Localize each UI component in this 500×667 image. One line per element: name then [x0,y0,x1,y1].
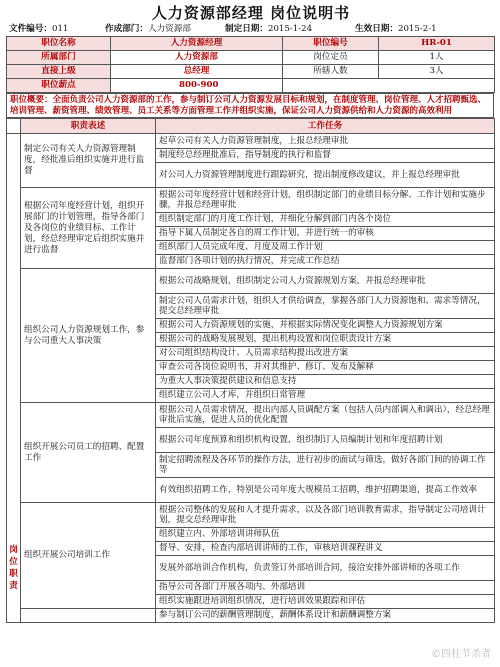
task-item: 对公司人力资源管理制度进行跟踪研究，提出制度修改建议，并上报总经理审批 [156,163,495,188]
made-date: 制定日期：2015-1-24 [225,23,313,34]
staff-label: 所辖人数 [283,65,379,79]
salary-label: 职位薪点 [7,79,111,93]
task-item: 制度经总经理批准后，指导制度的执行和监督 [156,149,495,163]
duty-description [21,609,156,623]
task-item: 为重大人事决策提供建议和信息支持 [156,375,495,389]
author-dept: 作成部门：人力资源部 [105,23,191,34]
dept-value: 人力资源部 [111,51,283,65]
duty-description: 组织开展公司培训工作 [21,503,156,609]
duty-column-header: 职责表述 [21,119,156,134]
file-number: 文件编号：011 [9,23,69,34]
dept-label: 所属部门 [7,51,111,65]
superior-value: 总经理 [111,65,283,79]
task-row [7,269,495,294]
salary-value: 800-900 [111,79,283,93]
task-row [7,188,495,213]
task-item: 根据公司的战略发展规划，提出机构设置和岗位职责设计方案 [156,333,495,347]
watermark: ©四柱节杀者 [428,644,494,661]
task-item: 根据公司年度预算和组织机构设置，组织制订人员编制计划和年度招聘计划 [156,428,495,453]
task-item: 根据公司战略规划，组织制定公司人力资源规划方案，并报总经理审批 [156,269,495,294]
task-item: 组织建立公司人才库，并组织日常管理 [156,389,495,403]
document-title: 人力资源部经理 岗位说明书 [151,4,351,22]
superior-label: 直接上级 [7,65,111,79]
task-item: 组织制定部门的月度工作计划，并细化分解到部门内各个岗位 [156,213,495,227]
job-summary: 职位概要：全面负责公司人力资源部的工作，参与制订公司人力资源发展目标和规划，在制度管理、岗位管理、人才招聘甄选、培训管理、薪资管理、绩效管理、员工关系等方面管理工作并组织实施，保证公司人力资源供给和人力资源的高效利用 [7,94,494,118]
task-item: 督导、安排，检查内部培训讲师的工作，审核培训课程讲义 [156,542,495,556]
task-item: 有效组织招聘工作，特别是公司年度大规模员工招聘，维护招聘渠道，提高工作效率 [156,478,495,503]
task-item: 起草公司有关人力资源管理制度，上报总经理审批 [156,134,495,149]
task-item: 制定招聘流程及各环节的操作方法，进行初步的面试与筛选，做好各部门间的协调工作等 [156,453,495,478]
task-item: 组织实施跟进培训组织情况，进行培训效果跟踪和评估 [156,595,495,609]
summary-table [6,93,494,118]
duty-body [7,134,495,623]
task-row [7,134,495,149]
task-column-header: 工作任务 [156,119,495,134]
task-item: 根据公司年度经营计划和经营计划，组织制定部门的业绩目标分解、工作计划和实施步骤，并报总经理审批 [156,188,495,213]
task-item: 参与制订公司的薪酬管理制度，薪酬体系设计和薪酬调整方案 [156,609,495,623]
task-item: 组织部门人员完成年度、月度及周工作计划 [156,241,495,255]
job-code: HR-01 [379,37,495,51]
task-item: 根据公司人力资源规划的实施，并根据实际情况变化调整人力资源规划方案 [156,319,495,333]
task-item: 对公司组织结构设计、人员需求结构提出改进方案 [156,347,495,361]
job-name: 人力资源经理 [111,37,283,51]
task-item: 指导下属人员制定各自的周工作计划，并进行统一的审核 [156,227,495,241]
task-item: 根据公司人员需求情况，提出内部人员调配方案（包括人员内部调入和调出），经总经理审批后实施，促进人员的优化配置 [156,403,495,428]
task-item: 制定公司人员需求计划，组织人才供给调查，掌握各部门人力资源饱和、需求等情况，提交总经理审批 [156,294,495,319]
duty-description: 制定公司有关人力资源管理制度，经批准后组织实施并进行监督 [21,134,156,188]
quota-label: 岗位定员 [283,51,379,65]
duties-side-label: 岗 位 职 责 [7,134,21,623]
task-item: 审查公司各岗位说明书，并对其维护、修订、发布及解释 [156,361,495,375]
task-row [7,503,495,528]
quota-value: 1人 [379,51,495,65]
effective-date: 生效日期：2015-2-1 [355,23,437,34]
job-header-table [6,36,495,93]
task-row [7,403,495,428]
job-name-label: 职位名称 [7,37,111,51]
job-code-label: 职位编号 [283,37,379,51]
task-row [7,609,495,623]
duty-description: 根据公司年度经营计划，组织开展部门的计划管理，指导各部门及各岗位的业绩目标、工作计划，经总经理审定后组织实施并进行监督 [21,188,156,269]
meta-row [6,22,494,36]
task-item: 指导公司各部门开展各项内、外部培训 [156,581,495,595]
task-item: 根据公司整体的发展和人才提升需求，以及各部门培训教育需求，指导制定公司培训计划，提交总经理审批 [156,503,495,528]
duties-table [6,118,495,623]
task-item: 组织建立内、外部培训讲师队伍 [156,528,495,542]
duty-description: 组织公司人力资源规划工作，参与公司重大人事决策 [21,269,156,403]
staff-value: 3人 [379,65,495,79]
task-item: 监督部门各项计划的执行情况，并完成工作总结 [156,255,495,269]
duty-description: 组织开展公司员工的招聘、配置工作 [21,403,156,503]
task-item: 发展外部培训合作机构，负责签订外部培训合同，接洽安排外部讲师的各项工作 [156,556,495,581]
